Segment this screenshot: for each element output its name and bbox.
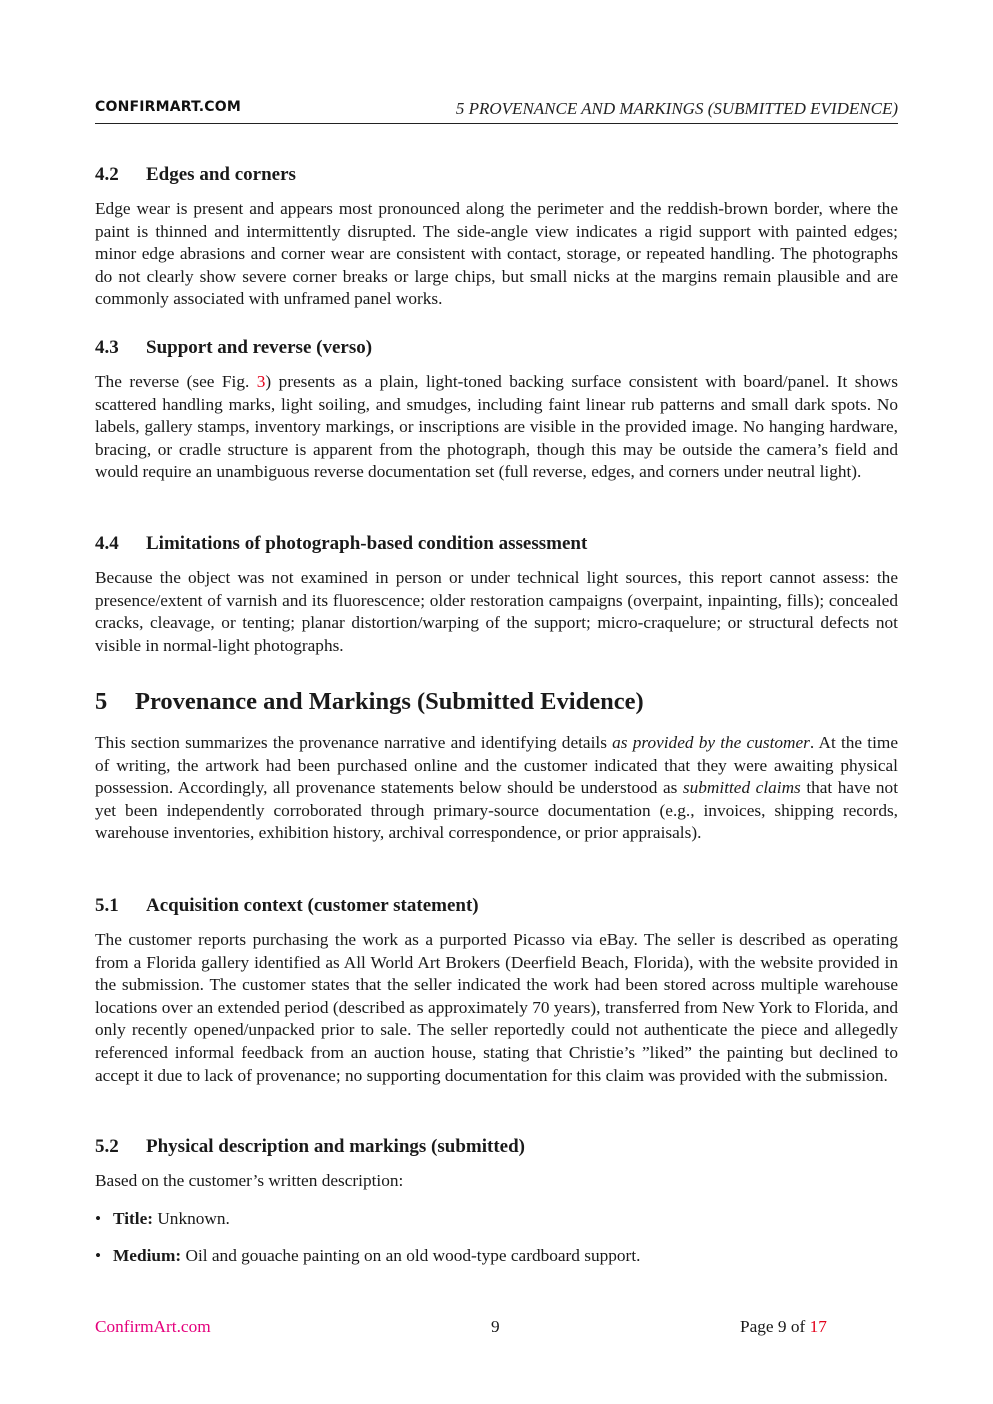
section-number: 5.2 xyxy=(95,1136,119,1157)
section-title: Provenance and Markings (Submitted Evidence) xyxy=(135,688,644,715)
section-title: Edges and corners xyxy=(146,164,296,185)
section-4-3 xyxy=(95,336,898,484)
section-heading xyxy=(95,336,898,360)
section-number: 4.4 xyxy=(95,533,119,554)
section-title: Limitations of photograph-based condition assessment xyxy=(146,533,588,554)
emphasis-text: as provided by the customer xyxy=(612,733,810,752)
section-heading xyxy=(95,532,898,556)
section-5-1 xyxy=(95,894,898,1087)
item-label: Medium: xyxy=(113,1246,182,1266)
item-value: Unknown. xyxy=(153,1208,230,1228)
section-number: 4.2 xyxy=(95,164,119,185)
figure-reference-link[interactable]: 3 xyxy=(256,372,266,391)
footer-page-number: 9 xyxy=(491,1317,500,1336)
paragraph: Edge wear is present and appears most pronounced along the perimeter and the reddish-brown border, where the paint is thinned and intermittently disrupted. The side-angle view indicates a rigid support with painted edges; minor edge abrasions and corner wear are consistent with contact, storage, or repeated handling. The photographs do not clearly show severe corner breaks or large chips, but small nicks at the margins remain plausible and are commonly associated with unframed panel works. xyxy=(95,199,898,309)
section-heading xyxy=(95,1135,898,1159)
section-title: Physical description and markings (submitted) xyxy=(146,1136,525,1157)
total-pages-link[interactable]: 17 xyxy=(809,1317,827,1336)
section-number: 5.1 xyxy=(95,895,119,916)
item-value: Oil and gouache painting on an old wood-type cardboard support. xyxy=(181,1246,641,1266)
running-header xyxy=(95,99,898,124)
section-title: Acquisition context (customer statement) xyxy=(146,895,479,916)
paragraph: Because the object was not examined in person or under technical light sources, this report cannot assess: the presence/extent of varnish and its fluorescence; older restoration campaigns (overpaint, inpainting, fills); concealed cracks, cleavage, or tenting; planar distortion/warping of the support; micro-craquelure; or structural defects not visible in normal-light photographs. xyxy=(95,568,898,655)
paragraph xyxy=(95,371,898,484)
paragraph: The customer reports purchasing the work as a purported Picasso via eBay. The seller is described as operating from a Florida gallery identified as All World Art Brokers (Deerfield Beach, Florida), with the website provided in the submission. The customer states that the seller indicated the work had been stored across multiple warehouse locations over an extended period (described as approximately 70 years), transferred from New York to Florida, and only recently opened/unpacked prior to sale. The seller reportedly could not authenticate the piece and allegedly referenced informal feedback from an auction house, stating that Christie’s ”liked” the painting but declined to accept it due to lack of provenance; no supporting documentation for this claim was provided with the submission. xyxy=(95,930,898,1085)
section-heading xyxy=(95,894,898,918)
text-run: This section summarizes the provenance narrative and identifying details xyxy=(95,733,613,752)
section-5 xyxy=(95,686,898,845)
paragraph xyxy=(95,732,898,845)
text-run: that have not yet been independently corroborated through primary-source documentation (e.g., invoices, shipping records, warehouse inventories, exhibition history, archival correspondence, or prior appraisals). xyxy=(95,778,899,843)
section-number: 5 xyxy=(95,688,108,715)
item-label: Title: xyxy=(113,1208,153,1228)
section-title: Support and reverse (verso) xyxy=(146,337,373,358)
section-4-4 xyxy=(95,532,898,657)
list-item xyxy=(95,1245,898,1268)
section-4-2 xyxy=(95,163,898,311)
running-title: 5 PROVENANCE AND MARKINGS (SUBMITTED EVIDENCE) xyxy=(455,99,898,118)
text-run: The reverse (see Fig. xyxy=(95,372,257,391)
section-number: 4.3 xyxy=(95,337,119,358)
section-heading xyxy=(95,163,898,187)
footer-page-count xyxy=(740,1316,827,1338)
chapter-heading xyxy=(95,686,898,718)
description-list xyxy=(95,1208,898,1268)
emphasis-text: submitted claims xyxy=(682,778,801,798)
footer-site-link[interactable]: ConfirmArt.com xyxy=(95,1317,211,1336)
section-5-2 xyxy=(95,1135,898,1268)
paragraph: Based on the customer’s written description: xyxy=(95,1171,404,1190)
brand-logo-text: CONFIRMART.COM xyxy=(95,99,242,115)
list-item xyxy=(95,1208,898,1231)
page-label: Page 9 of xyxy=(740,1317,810,1336)
text-run: . At the time of writing, the artwork had been purchased online and the customer indicated that they were awaiting physical possession. Accordingly, all provenance statements below should be understood as xyxy=(95,733,899,798)
text-run: ) presents as a plain, light-toned backing surface consistent with board/panel. It shows scattered handling marks, light soiling, and smudges, including faint linear rub patterns and small dark spots. No labels, gallery stamps, inventory markings, or inscriptions are visible in the provided image. No hanging hardware, bracing, or cradle structure is apparent from the photograph, though this may be outside the camera’s field and would require an unambiguous reverse documentation set (full reverse, edges, and corners under neutral light). xyxy=(95,372,899,482)
